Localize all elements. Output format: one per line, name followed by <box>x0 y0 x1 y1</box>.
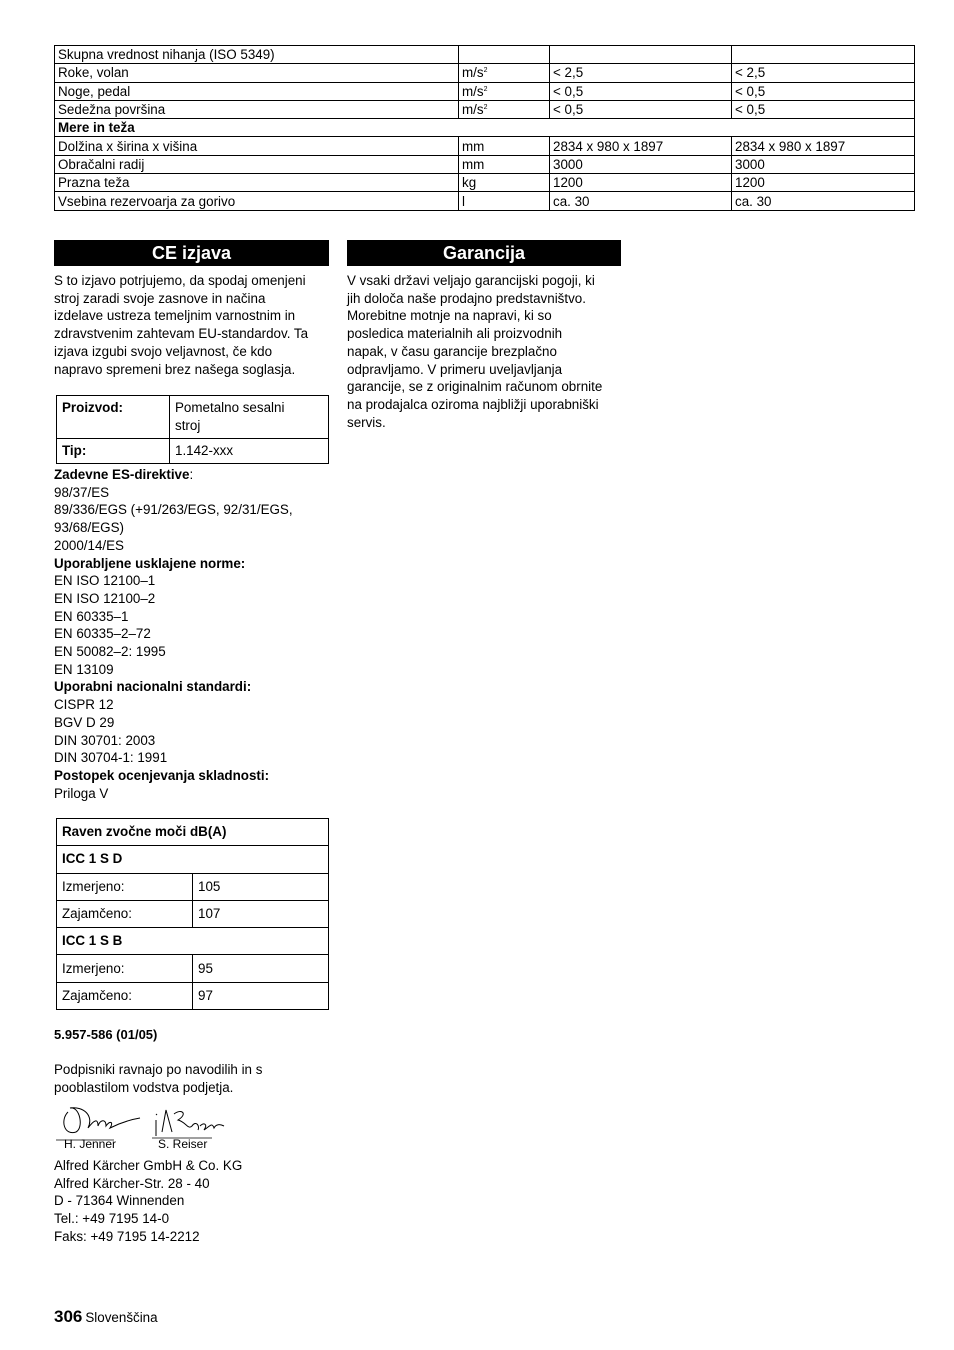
measured-value: 105 <box>193 873 329 900</box>
sound-table-title: Raven zvočne moči dB(A) <box>57 819 329 846</box>
list-item: EN 60335–2–72 <box>54 626 151 642</box>
table-row <box>55 137 915 155</box>
spec-unit: kg <box>459 174 550 192</box>
table-row <box>55 155 915 173</box>
spec-unit: $m/s^2$ <box>459 82 550 100</box>
spec-value: ca. 30 <box>732 192 915 210</box>
spec-value: 1200 <box>550 174 732 192</box>
table-section-row <box>57 846 329 873</box>
signatures <box>54 1100 234 1155</box>
spec-value <box>732 46 915 64</box>
guaranteed-label: Zajamčeno: <box>57 900 193 927</box>
sound-power-table <box>56 818 329 1010</box>
table-row <box>57 982 329 1009</box>
product-table <box>56 395 329 464</box>
ce-declaration-text: S to izjavo potrjujemo, da spodaj omenjeni stroj zaradi svoje zasnove in načina izdelave ustreza temeljnim varnostnim in zdravstvenim zahtevam EU-standardov. Ta izjava izgubi svojo veljavnost, če kdo napravo spremeni brez našega soglasja. <box>54 273 309 377</box>
table-section-row <box>55 119 915 137</box>
type-label: Tip: <box>57 439 170 464</box>
list-item: EN 13109 <box>54 661 114 677</box>
superscript: 2 <box>483 67 488 75</box>
spec-label: Vsebina rezervoarja za gorivo <box>55 192 459 210</box>
table-row <box>57 439 329 464</box>
spec-value: 3000 <box>732 155 915 173</box>
directives-label: Zadevne ES-direktive <box>54 467 190 482</box>
national-standards-label: Uporabni nacionalni standardi: <box>54 679 252 695</box>
list-item: CISPR 12 <box>54 697 114 713</box>
product-value: Pometalno sesalni stroj <box>170 396 329 439</box>
model-name: ICC 1 S B <box>57 928 329 955</box>
spec-label: Skupna vrednost nihanja (ISO 5349) <box>55 46 459 64</box>
table-row <box>57 873 329 900</box>
list-item: EN ISO 12100–2 <box>54 590 156 606</box>
list-item: EN 60335–1 <box>54 608 129 624</box>
norms-label: Uporabljene usklajene norme: <box>54 555 246 571</box>
list-item: Priloga V <box>54 785 109 801</box>
warranty-heading: Garancija <box>347 240 621 266</box>
spec-value: 1200 <box>732 174 915 192</box>
table-row <box>55 82 915 100</box>
spec-unit: mm <box>459 155 550 173</box>
spec-unit: $m/s^2$ <box>459 64 550 82</box>
list-item: DIN 30701: 2003 <box>54 732 156 748</box>
list-item: 89/336/EGS (+91/263/EGS, 92/31/EGS, <box>54 502 293 518</box>
warranty-text: V vsaki državi veljajo garancijski pogoji, ki jih določa naše prodajno predstavništvo. Morebitne motnje na napravi, ki so posledica materialnih ali proizvodnih napak, v času garancije brezplačno odpravljamo. V primeru uveljavljanja garancije, se z originalnim računom obrnite na prodajalca oziroma najbližji uporabniški servis. <box>347 273 603 430</box>
spec-value: < 2,5 <box>550 64 732 82</box>
type-value: 1.142-xxx <box>170 439 329 464</box>
signature-jenner <box>54 1102 144 1142</box>
table-row <box>55 100 915 118</box>
spec-value: < 0,5 <box>550 100 732 118</box>
table-row <box>57 955 329 982</box>
list-item: 93/68/EGS) <box>54 520 124 536</box>
guaranteed-label: Zajamčeno: <box>57 982 193 1009</box>
measured-label: Izmerjeno: <box>57 873 193 900</box>
spec-value: < 0,5 <box>550 82 732 100</box>
list-item: DIN 30704-1: 1991 <box>54 750 168 766</box>
spec-label: Noge, pedal <box>55 82 459 100</box>
spec-value: < 0,5 <box>732 100 915 118</box>
table-section-row <box>57 928 329 955</box>
superscript: 2 <box>483 104 488 112</box>
spec-unit: $m/s^2$ <box>459 100 550 118</box>
table-row <box>55 46 915 64</box>
section-title: Mere in teža <box>55 119 915 137</box>
list-item: 2000/14/ES <box>54 537 124 553</box>
spec-label: Dolžina x širina x višina <box>55 137 459 155</box>
signatory-name: S. Reiser <box>158 1137 208 1151</box>
list-item: EN 50082–2: 1995 <box>54 644 166 660</box>
superscript: 2 <box>483 85 488 93</box>
signature-reiser <box>152 1102 232 1142</box>
spec-value: 2834 x 980 x 1897 <box>732 137 915 155</box>
directives-list: Zadevne ES-direktive: 98/37/ES 89/336/EGS (+91/263/EGS, 92/31/EGS, 93/68/EGS) 2000/14/ES Uporabljene usklajene norme: EN ISO 12100–1 EN ISO 12100–2 EN 60335–1 EN 60335–2–72 EN 50082–2: 1995 EN 13109 Uporabni nacionalni standardi: CISPR 12 BGV D 29 DIN 30701: 2003 DIN 30704-1: 1991 Postopek ocenjevanja skladnosti: Priloga V <box>54 466 344 802</box>
spec-label: Prazna teža <box>55 174 459 192</box>
spec-label: Sedežna površina <box>55 100 459 118</box>
measured-label: Izmerjeno: <box>57 955 193 982</box>
spec-value: ca. 30 <box>550 192 732 210</box>
table-row <box>57 396 329 439</box>
page-footer <box>54 1306 158 1329</box>
spec-unit <box>459 46 550 64</box>
spec-label: Obračalni radij <box>55 155 459 173</box>
guaranteed-value: 97 <box>193 982 329 1009</box>
table-row <box>55 174 915 192</box>
table-header-row <box>57 819 329 846</box>
spec-unit: l <box>459 192 550 210</box>
list-item: 98/37/ES <box>54 484 110 500</box>
spec-unit: mm <box>459 137 550 155</box>
spec-value: 2834 x 980 x 1897 <box>550 137 732 155</box>
procedure-label: Postopek ocenjevanja skladnosti: <box>54 767 270 783</box>
spec-value: 3000 <box>550 155 732 173</box>
measured-value: 95 <box>193 955 329 982</box>
ce-declaration-heading: CE izjava <box>54 240 329 266</box>
technical-data-table <box>54 45 915 211</box>
table-row <box>55 64 915 82</box>
guaranteed-value: 107 <box>193 900 329 927</box>
spec-value <box>550 46 732 64</box>
list-item: BGV D 29 <box>54 714 115 730</box>
model-name: ICC 1 S D <box>57 846 329 873</box>
list-item: EN ISO 12100–1 <box>54 573 156 589</box>
signatory-note: Podpisniki ravnajo po navodilih in s pooblastilom vodstva podjetja. <box>54 1062 263 1095</box>
signatory-name: H. Jenner <box>64 1137 117 1151</box>
product-label: Proizvod: <box>57 396 170 439</box>
spec-value: < 0,5 <box>732 82 915 100</box>
company-address: Alfred Kärcher GmbH & Co. KG Alfred Kärcher-Str. 28 - 40 D - 71364 Winnenden Tel.: +49 7195 14-0 Faks: +49 7195 14-2212 <box>54 1158 243 1244</box>
table-row <box>57 900 329 927</box>
table-row <box>55 192 915 210</box>
page-number: 306 <box>54 1307 83 1326</box>
spec-label: Roke, volan <box>55 64 459 82</box>
document-number: 5.957-586 (01/05) <box>54 1027 158 1042</box>
footer-language: Slovenščina <box>85 1310 158 1325</box>
spec-value: < 2,5 <box>732 64 915 82</box>
